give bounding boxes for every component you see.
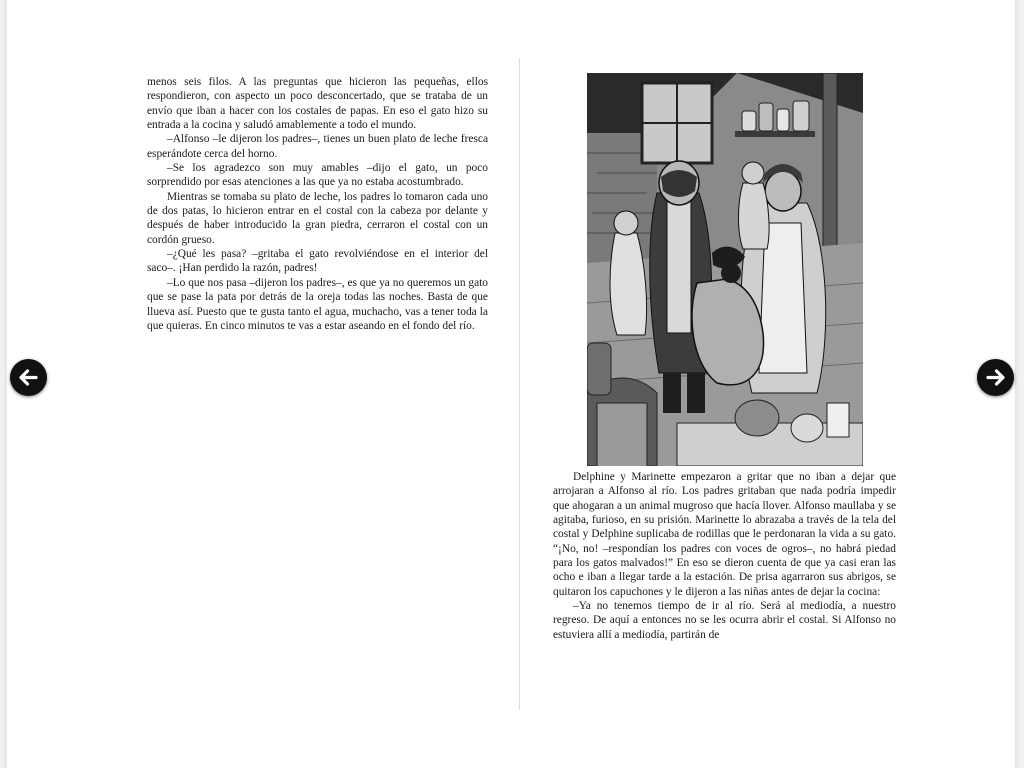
arrow-left-icon (10, 359, 47, 396)
right-page-text (553, 470, 896, 642)
paragraph: menos seis filos. A las preguntas que hicieron las pequeñas, ellos respondieron, con aspecto un poco desconcertado, que se trataba de un envío que iban a hacer con los costales de papas. En eso el gato hizo su entrada a la cocina y saludó amablemente a todo el mundo. (147, 76, 488, 132)
previous-page-button[interactable] (10, 359, 47, 396)
paragraph: –Alfonso –le dijeron los padres–, tienes un buen plato de leche fresca esperándote cerca del horno. (147, 133, 488, 160)
paragraph: Mientras se tomaba su plato de leche, los padres lo tomaron cada uno de dos patas, lo hicieron entrar en el costal con la cabeza por delante y después de haber introducido la gran piedra, cerraron el costal con un cordón grueso. (147, 190, 488, 246)
paragraph: –¿Qué les pasa? –gritaba el gato revolviéndose en el interior del saco–. ¡Han perdido la razón, padres! (147, 248, 488, 275)
paragraph: Delphine y Marinette empezaron a gritar que no iban a dejar que arrojaran a Alfonso al río. Los padres gritaban que nada podría impedir que ahogaran a un animal mugroso que hacía llover. Alfonso maullaba y se agitaba, furioso, en su prisión. Marinette lo abrazaba a través de la tela del costal y Delphine suplicaba de rodillas que le perdonaran la vida a su gato. “¡No, no! –respondían los padres con voces de ogros–, no habrá piedad para los gatos malvados!” En eso se dieron cuenta de que ya casi eran las ocho e iban a llegar tarde a la estación. De prisa agarraron sus abrigos, se quitaron los capuchones y le dijeron a las niñas antes de dejar la cocina: (553, 471, 896, 598)
paragraph: –Se los agradezco son muy amables –dijo el gato, un poco sorprendido por esas atenciones a las que ya no estaba acostumbrado. (147, 162, 488, 189)
paragraph: –Lo que nos pasa –dijeron los padres–, es que ya no queremos un gato que se pase la pata por detrás de la oreja todas las noches. Basta de que llueva así. Puesto que te gusta tanto el agua, muchacho, vas a tener toda la que quieras. En cinco minutos te vas a estar aseando en el fondo del río. (147, 276, 488, 332)
next-page-button[interactable] (977, 359, 1014, 396)
paragraph: –Ya no tenemos tiempo de ir al río. Será al mediodía, a nuestro regreso. De aquí a entonces no se les ocurra abrir el costal. Si Alfonso no estuviera allí a mediodía, partirán de (553, 600, 896, 641)
book-spread (7, 0, 1015, 768)
book-illustration (587, 73, 863, 466)
left-page-text (147, 75, 488, 333)
arrow-right-icon (977, 359, 1014, 396)
page-gutter (519, 58, 520, 710)
